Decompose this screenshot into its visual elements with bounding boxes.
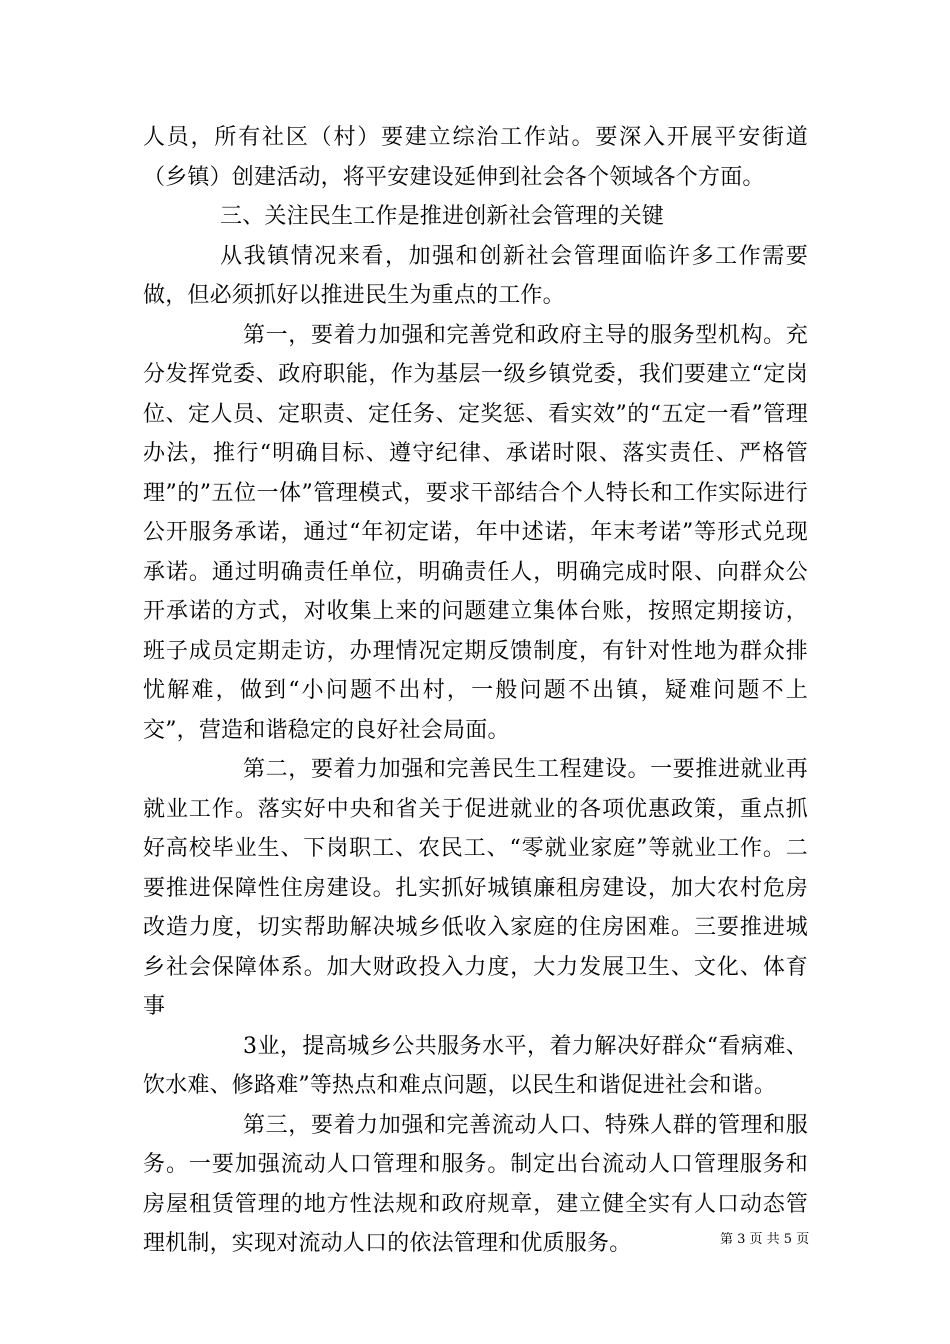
document-body: [143, 118, 808, 1264]
paragraph-third-point: 第三，要着力加强和完善流动人口、特殊人群的管理和服务。一要加强流动人口管理和服务。制定出台流动人口管理服务和房屋租赁管理的地方性法规和政府规章，建立健全实有人口动态管理机制，实现对流动人口的依法管理和优质服务。: [143, 1112, 808, 1256]
paragraph-first-point: 第一，要着力加强和完善党和政府主导的服务型机构。充分发挥党委、政府职能，作为基层一级乡镇党委，我们要建立“定岗位、定人员、定职责、定任务、定奖惩、看实效”的“五定一看”管理办法，推行“明确目标、遵守纪律、承诺时限、落实责任、严格管理”的”五位一体”管理模式，要求干部结合个人特长和工作实际进行公开服务承诺，通过“年初定诺，年中述诺，年末考诺”等形式兑现承诺。通过明确责任单位，明确责任人，明确完成时限、向群众公开承诺的方式，对收集上来的问题建立集体台账，按照定期接访，班子成员定期走访，办理情况定期反馈制度，有针对性地为群众排忧解难，做到“小问题不出村，一般问题不出镇，疑难问题不上交”，营造和谐稳定的良好社会局面。: [143, 322, 808, 743]
paragraph-intro: 从我镇情况来看，加强和创新社会管理面临许多工作需要做，但必须抓好以推进民生为重点的工作。: [143, 243, 808, 308]
paragraph-continuation: 人员，所有社区（村）要建立综治工作站。要深入开展平安街道（乡镇）创建活动，将平安建设延伸到社会各个领域各个方面。: [143, 125, 808, 190]
page-number: 第 3 页 共 5 页: [720, 1232, 810, 1247]
paragraph-second-point-continued: 3业，提高城乡公共服务水平，着力解决好群众“看病难、饮水难、修路难”等热点和难点问题，以民生和谐促进社会和谐。: [143, 1033, 808, 1098]
section-heading: 三、关注民生工作是推进创新社会管理的关键: [220, 204, 665, 229]
paragraph-second-point: 第二，要着力加强和完善民生工程建设。一要推进就业再就业工作。落实好中央和省关于促进就业的各项优惠政策，重点抓好高校毕业生、下岗职工、农民工、“零就业家庭”等就业工作。二要推进保障性住房建设。扎实抓好城镇廉租房建设，加大农村危房改造力度，切实帮助解决城乡低收入家庭的住房困难。三要推进城乡社会保障体系。加大财政投入力度，大力发展卫生、文化、体育事: [143, 757, 808, 1019]
